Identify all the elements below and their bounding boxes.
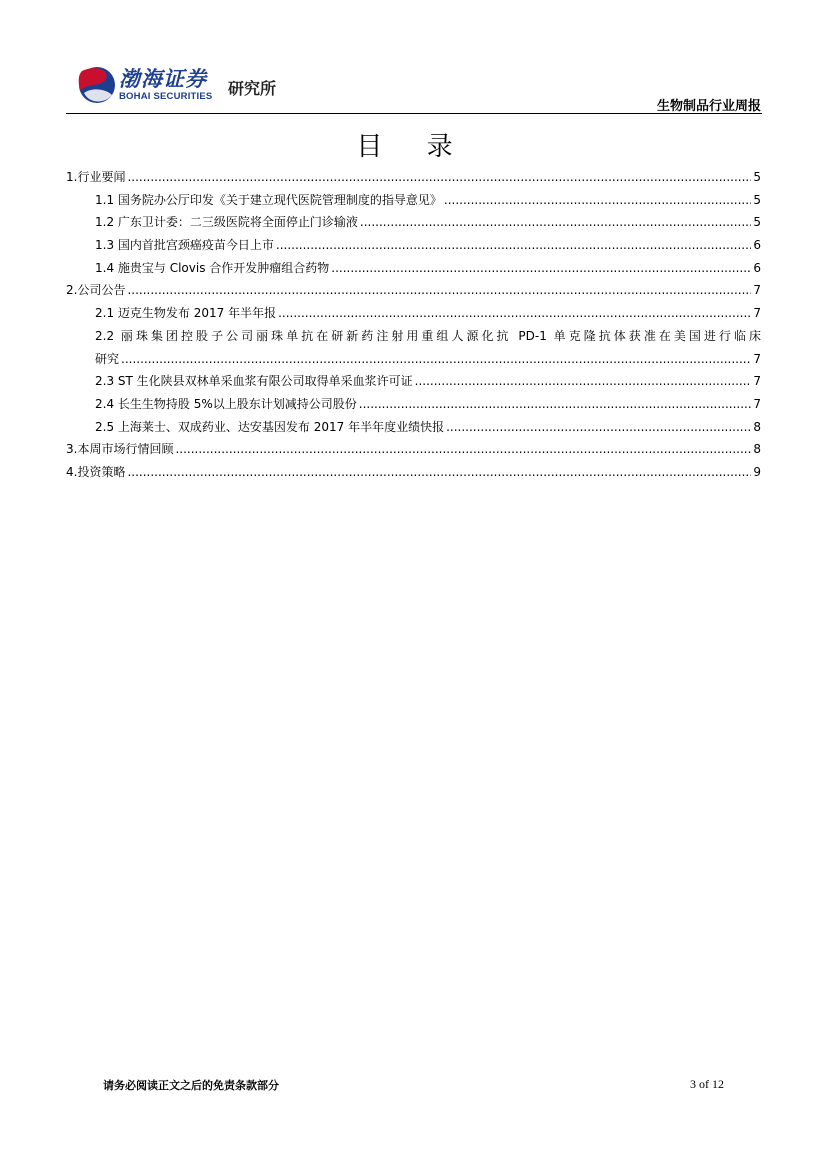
- institute-label: 研究所: [228, 79, 277, 98]
- toc-entry-page: 9: [753, 464, 761, 479]
- toc-entry-text: 1.行业要闻: [66, 170, 126, 184]
- toc-entry-text: 1.1 国务院办公厅印发《关于建立现代医院管理制度的指导意见》: [95, 192, 442, 207]
- toc-entry-page: 8: [753, 442, 761, 457]
- toc-entry-page: 7: [753, 374, 761, 389]
- dot-leader: [415, 370, 752, 393]
- table-of-contents: [66, 166, 761, 484]
- dot-leader: [331, 257, 751, 280]
- toc-entry-page: 8: [753, 419, 761, 434]
- toc-entry-text: 4.投资策略: [66, 464, 126, 479]
- toc-entry[interactable]: [66, 302, 761, 325]
- dot-leader: [127, 279, 751, 302]
- brand-name-cn: 渤海证券: [119, 66, 207, 91]
- toc-entry-text: 2.1 迈克生物发布 2017 年半年报: [95, 306, 277, 321]
- toc-entry-page: 7: [753, 351, 761, 366]
- toc-entry-text-line2: 研究: [95, 351, 120, 366]
- report-type-label: 生物制品行业周报: [656, 99, 761, 114]
- toc-entry[interactable]: [66, 393, 761, 416]
- brand-name-en: BOHAI SECURITIES: [119, 91, 213, 102]
- dot-leader: [121, 348, 751, 371]
- toc-entry-page: 5: [753, 215, 761, 230]
- toc-entry[interactable]: [66, 438, 761, 461]
- toc-entry-page: 7: [753, 306, 761, 321]
- toc-entry-text: 2.3 ST 生化陕县双林单采血浆有限公司取得单采血浆许可证: [95, 374, 413, 389]
- toc-entry[interactable]: [66, 211, 761, 234]
- dot-leader: [127, 166, 751, 189]
- toc-entry-page: 5: [753, 170, 761, 184]
- toc-entry-text: 2.公司公告: [66, 283, 126, 298]
- footer-disclaimer: 请务必阅读正文之后的免责条款部分: [103, 1079, 279, 1092]
- toc-entry-text: 1.4 施贵宝与 Clovis 合作开发肿瘤组合药物: [95, 260, 330, 275]
- header-divider: [66, 113, 762, 114]
- bohai-logo-icon: [76, 63, 116, 105]
- toc-entry-page: 7: [753, 396, 761, 411]
- toc-entry[interactable]: [66, 189, 761, 212]
- toc-entry-page: 7: [753, 283, 761, 298]
- toc-entry-page: 6: [753, 238, 761, 253]
- toc-entry[interactable]: [66, 325, 761, 370]
- dot-leader: [175, 438, 751, 461]
- dot-leader: [276, 234, 751, 257]
- toc-entry[interactable]: [66, 416, 761, 439]
- dot-leader: [278, 302, 751, 325]
- toc-entry-text: 2.5 上海莱士、双成药业、达安基因发布 2017 年半年度业绩快报: [95, 419, 445, 434]
- footer-page-number: 3 of 12: [690, 1077, 724, 1091]
- toc-entry-text-line1: 2.2 丽珠集团控股子公司丽珠单抗在研新药注射用重组人源化抗 PD-1 单克隆抗体获准在美国进行临床: [95, 328, 761, 343]
- dot-leader: [359, 393, 752, 416]
- toc-entry-text: 1.3 国内首批宫颈癌疫苗今日上市: [95, 238, 274, 253]
- toc-entry-page: 5: [753, 192, 761, 207]
- toc-entry[interactable]: [66, 257, 761, 280]
- toc-entry-page: 6: [753, 260, 761, 275]
- toc-entry[interactable]: [66, 370, 761, 393]
- toc-entry[interactable]: [66, 166, 761, 189]
- dot-leader: [446, 416, 751, 439]
- toc-entry[interactable]: [66, 279, 761, 302]
- dot-leader: [360, 211, 751, 234]
- toc-entry-text: 1.2 广东卫计委：二三级医院将全面停止门诊输液: [95, 215, 358, 230]
- dot-leader: [444, 189, 751, 212]
- dot-leader: [127, 461, 751, 484]
- toc-entry[interactable]: [66, 461, 761, 484]
- toc-entry[interactable]: [66, 234, 761, 257]
- toc-entry-text: 3.本周市场行情回顾: [66, 442, 174, 457]
- toc-title: 目 录: [356, 132, 471, 162]
- toc-entry-text: 2.4 长生生物持股 5%以上股东计划减持公司股份: [95, 396, 357, 411]
